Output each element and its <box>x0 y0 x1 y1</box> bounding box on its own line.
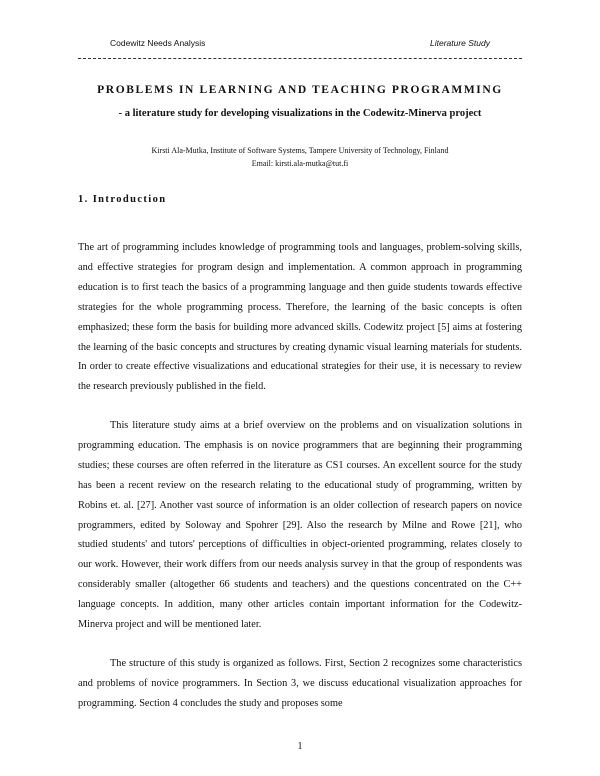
paper-subtitle: - a literature study for developing visualizations in the Codewitz-Minerva project <box>118 108 482 119</box>
author-affiliation: Kirsti Ala-Mutka, Institute of Software Systems, Tampere University of Technology, Finland <box>151 146 449 155</box>
section-heading: 1. Introduction <box>78 194 167 205</box>
header-left-text: Codewitz Needs Analysis <box>110 38 206 48</box>
header-divider <box>78 58 522 59</box>
body-paragraph: The structure of this study is organized as follows. First, Section 2 recognizes some characteristics and problems of novice programmers. In Section 3, we discuss educational visualization approaches for programming. Section 4 concludes the study and proposes some <box>78 658 522 709</box>
header-right-text: Literature Study <box>429 38 490 48</box>
body-paragraph: This literature study aims at a brief overview on the problems and on visualization solutions in programming education. The emphasis is on novice programmers that are beginning their programming studies; these courses are often referred in the literature as CS1 courses. An excellent source for the study has been a recent review on the research relating to the educational study of programming, written by Robins et. al. [27]. Another vast source of information is an older collection of research papers on novice programmers, edited by Soloway and Spohrer [29]. Also the research by Milne and Rowe [21], who studied students' and tutors' perceptions of difficulties in object-oriented programming, relates closely to our work. However, their work differs from our needs analysis survey in that the group of respondents was considerably smaller (altogether 66 students and teachers) and the questions concentrated on the C++ language concepts. In addition, many other articles contain important information for the Codewitz-Minerva project and will be mentioned later. <box>78 420 522 631</box>
paper-title: PROBLEMS IN LEARNING AND TEACHING PROGRAMMING <box>97 84 503 96</box>
page-number: 1 <box>297 741 303 752</box>
body-paragraph: The art of programming includes knowledge of programming tools and languages, problem-solving skills, and effective strategies for program design and implementation. A common approach in programming education is to first teach the basics of a programming language and then guide students towards effective strategies for the whole programming process. Therefore, the learning of the basic concepts is often emphasized; these form the basis for building more advanced skills. Codewitz project [5] aims at fostering the learning of the basic concepts and structures by creating dynamic visual learning materials for students. In order to create effective visualizations and educational strategies for their use, it is necessary to review the research previously published in the field. <box>78 242 522 393</box>
running-header <box>110 38 490 52</box>
author-email: Email: kirsti.ala-mutka@tut.fi <box>251 159 349 168</box>
